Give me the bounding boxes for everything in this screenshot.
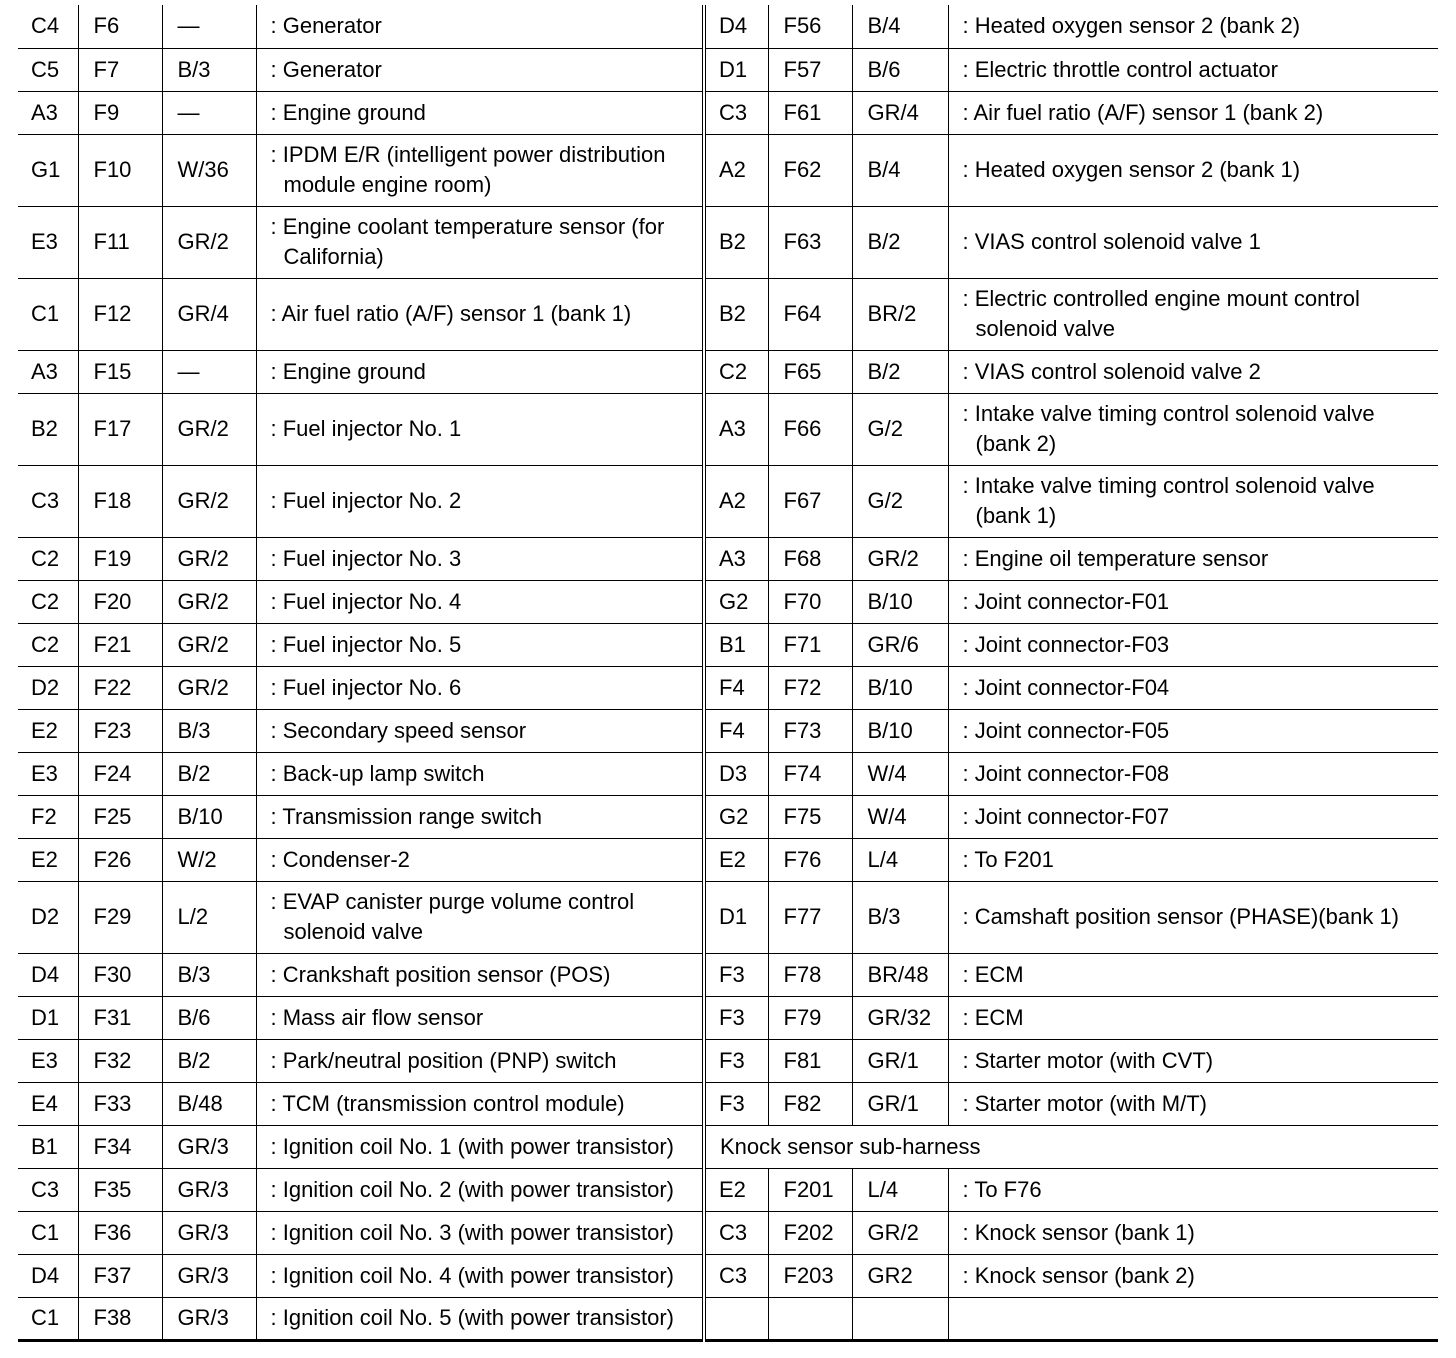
right-component-name [948,953,1438,996]
right-component-label: : VIAS control solenoid valve 1 [962,229,1261,254]
left-color-pins: — [162,5,256,48]
table-row [18,1039,1438,1082]
right-connector-no: F73 [768,709,852,752]
right-component-name [948,48,1438,91]
left-component-label: : Ignition coil No. 1 (with power transistor) [270,1133,674,1159]
right-component-label: : ECM [962,1004,1024,1030]
right-component-label: : Camshaft position sensor (PHASE)(bank 1) [962,904,1400,929]
table-row [18,1254,1438,1297]
left-grid-ref: C3 [18,465,78,537]
left-grid-ref: D4 [18,953,78,996]
left-component-label: : Fuel injector No. 6 [270,674,462,700]
left-color-pins: B/3 [162,48,256,91]
left-color-pins: B/2 [162,752,256,795]
right-grid-ref: C3 [704,1211,768,1254]
left-grid-ref: C1 [18,1211,78,1254]
left-color-pins: W/36 [162,134,256,206]
left-grid-ref: C2 [18,537,78,580]
right-component-name [948,1297,1438,1340]
right-component-label: : To F76 [962,1176,1042,1202]
left-component-label: : Back-up lamp switch [270,760,485,786]
left-connector-no: F6 [78,5,162,48]
table-row [18,752,1438,795]
left-component-label: : Ignition coil No. 2 (with power transistor) [270,1176,674,1202]
left-component-name [256,350,704,393]
right-color-pins: GR/1 [852,1082,948,1125]
table-row [18,1297,1438,1340]
left-component-name [256,465,704,537]
right-component-label: : Joint connector-F08 [962,760,1170,786]
left-component-label: : Ignition coil No. 5 (with power transistor) [270,1305,674,1330]
left-connector-no: F30 [78,953,162,996]
left-grid-ref: E3 [18,206,78,278]
right-grid-ref: E2 [704,1168,768,1211]
left-grid-ref: B1 [18,1125,78,1168]
left-grid-ref: E4 [18,1082,78,1125]
right-color-pins: W/4 [852,752,948,795]
right-component-name [948,838,1438,881]
table-row [18,1211,1438,1254]
left-connector-no: F20 [78,580,162,623]
left-grid-ref: C3 [18,1168,78,1211]
table-row [18,48,1438,91]
right-grid-ref: E2 [704,838,768,881]
right-component-label: : Intake valve timing control solenoid valve (bank 1) [962,473,1375,528]
right-connector-no: F57 [768,48,852,91]
right-component-label: : Starter motor (with M/T) [962,1090,1207,1116]
left-component-label: : Secondary speed sensor [270,717,527,743]
right-component-name [948,5,1438,48]
left-component-label: : Engine coolant temperature sensor (for California) [270,214,665,269]
left-component-label: : Fuel injector No. 4 [270,588,462,614]
left-color-pins: GR/3 [162,1297,256,1340]
right-color-pins: GR/2 [852,537,948,580]
left-connector-no: F10 [78,134,162,206]
left-component-label: : Engine ground [270,99,426,125]
right-grid-ref: C2 [704,350,768,393]
left-connector-no: F21 [78,623,162,666]
right-grid-ref: D4 [704,5,768,48]
connector-rows [18,5,1438,1340]
right-component-label: : Heated oxygen sensor 2 (bank 1) [962,157,1301,182]
table-row [18,393,1438,465]
left-connector-no: F23 [78,709,162,752]
left-component-name [256,278,704,350]
right-component-name [948,91,1438,134]
right-component-name [948,1211,1438,1254]
right-color-pins: B/4 [852,5,948,48]
left-component-name [256,1211,704,1254]
right-grid-ref: D3 [704,752,768,795]
right-connector-no [768,1297,852,1340]
right-component-name [948,350,1438,393]
right-color-pins: B/3 [852,881,948,953]
right-color-pins: GR/6 [852,623,948,666]
left-component-label: : Condenser-2 [270,846,410,872]
right-connector-no: F74 [768,752,852,795]
left-grid-ref: G1 [18,134,78,206]
right-component-label: : Engine oil temperature sensor [962,545,1269,571]
right-component-label: : Electric controlled engine mount control solenoid valve [962,286,1360,341]
left-connector-no: F25 [78,795,162,838]
left-component-name [256,881,704,953]
connector-list [18,5,1438,1342]
right-grid-ref: B2 [704,206,768,278]
right-component-name [948,1254,1438,1297]
left-component-label: : Generator [270,56,382,82]
right-connector-no: F61 [768,91,852,134]
right-grid-ref: C3 [704,91,768,134]
table-row [18,666,1438,709]
right-grid-ref: B1 [704,623,768,666]
right-color-pins: B/6 [852,48,948,91]
right-component-name [948,537,1438,580]
left-color-pins: GR/3 [162,1211,256,1254]
left-grid-ref: D2 [18,666,78,709]
right-grid-ref: A2 [704,134,768,206]
left-connector-no: F18 [78,465,162,537]
left-component-label: : Ignition coil No. 3 (with power transistor) [270,1219,674,1245]
right-component-name [948,752,1438,795]
left-component-name [256,1039,704,1082]
table-row [18,91,1438,134]
left-component-name [256,537,704,580]
table-row [18,1082,1438,1125]
right-color-pins: B/10 [852,709,948,752]
table-row [18,881,1438,953]
right-color-pins: GR/32 [852,996,948,1039]
left-component-name [256,134,704,206]
left-connector-no: F19 [78,537,162,580]
right-component-name [948,1168,1438,1211]
left-color-pins: B/48 [162,1082,256,1125]
left-component-name [256,996,704,1039]
left-component-name [256,91,704,134]
left-grid-ref: E2 [18,709,78,752]
right-color-pins: B/2 [852,350,948,393]
table-row [18,5,1438,48]
right-grid-ref: F3 [704,996,768,1039]
left-grid-ref: A3 [18,91,78,134]
left-color-pins: GR/4 [162,278,256,350]
right-connector-no: F75 [768,795,852,838]
right-grid-ref: F3 [704,1039,768,1082]
right-connector-no: F65 [768,350,852,393]
right-component-label: : ECM [962,961,1024,987]
left-component-label: : IPDM E/R (intelligent power distribution module engine room) [270,142,666,197]
right-component-label: : Joint connector-F03 [962,631,1170,657]
left-connector-no: F35 [78,1168,162,1211]
left-component-name [256,752,704,795]
left-color-pins: GR/3 [162,1168,256,1211]
left-connector-no: F9 [78,91,162,134]
left-component-name [256,623,704,666]
left-component-name [256,838,704,881]
connector-table [18,5,1438,1342]
left-grid-ref: C4 [18,5,78,48]
table-row [18,838,1438,881]
right-connector-no: F202 [768,1211,852,1254]
left-connector-no: F33 [78,1082,162,1125]
right-component-label: : VIAS control solenoid valve 2 [962,358,1261,384]
right-component-name [948,623,1438,666]
left-grid-ref: E2 [18,838,78,881]
right-component-name [948,134,1438,206]
right-grid-ref: A2 [704,465,768,537]
right-component-name [948,465,1438,537]
left-component-name [256,393,704,465]
right-component-name [948,666,1438,709]
left-component-name [256,1297,704,1340]
right-component-label: : Starter motor (with CVT) [962,1047,1214,1073]
left-connector-no: F36 [78,1211,162,1254]
left-component-label: : Transmission range switch [270,803,542,829]
right-component-name [948,206,1438,278]
table-row [18,1125,1438,1168]
left-connector-no: F12 [78,278,162,350]
right-component-name [948,580,1438,623]
left-component-label: : Mass air flow sensor [270,1004,484,1030]
right-connector-no: F76 [768,838,852,881]
right-connector-no: F62 [768,134,852,206]
right-grid-ref: F3 [704,953,768,996]
left-component-name [256,709,704,752]
left-component-label: : Engine ground [270,358,426,384]
section-heading-knock-sensor-sub-harness: Knock sensor sub-harness [704,1125,1438,1168]
right-connector-no: F68 [768,537,852,580]
right-connector-no: F203 [768,1254,852,1297]
right-component-name [948,709,1438,752]
left-component-label: : Park/neutral position (PNP) switch [270,1047,617,1073]
right-connector-no: F63 [768,206,852,278]
right-color-pins: B/4 [852,134,948,206]
right-color-pins: L/4 [852,838,948,881]
left-connector-no: F38 [78,1297,162,1340]
right-connector-no: F82 [768,1082,852,1125]
left-connector-no: F32 [78,1039,162,1082]
left-color-pins: B/3 [162,953,256,996]
table-row [18,206,1438,278]
left-color-pins: B/3 [162,709,256,752]
right-grid-ref: D1 [704,48,768,91]
left-grid-ref: C2 [18,623,78,666]
left-color-pins: GR/2 [162,580,256,623]
right-color-pins: GR2 [852,1254,948,1297]
left-color-pins: B/2 [162,1039,256,1082]
right-connector-no: F201 [768,1168,852,1211]
right-connector-no: F71 [768,623,852,666]
right-grid-ref: A3 [704,393,768,465]
left-connector-no: F37 [78,1254,162,1297]
right-grid-ref: D1 [704,881,768,953]
right-connector-no: F72 [768,666,852,709]
left-grid-ref: C5 [18,48,78,91]
left-connector-no: F24 [78,752,162,795]
right-connector-no: F66 [768,393,852,465]
right-component-label: : Electric throttle control actuator [962,56,1278,82]
left-component-label: : Ignition coil No. 4 (with power transistor) [270,1262,674,1288]
left-color-pins: GR/2 [162,623,256,666]
left-component-label: : Fuel injector No. 3 [270,545,462,571]
right-connector-no: F64 [768,278,852,350]
left-grid-ref: D2 [18,881,78,953]
table-row [18,953,1438,996]
table-row [18,537,1438,580]
right-connector-no: F77 [768,881,852,953]
right-component-label: : Joint connector-F07 [962,803,1170,829]
right-component-name [948,996,1438,1039]
right-component-label: : To F201 [962,846,1054,872]
left-component-name [256,48,704,91]
right-color-pins: B/10 [852,666,948,709]
left-component-name [256,1125,704,1168]
right-component-label: : Intake valve timing control solenoid valve (bank 2) [962,401,1375,456]
right-connector-no: F67 [768,465,852,537]
right-component-label: : Knock sensor (bank 2) [962,1262,1195,1288]
right-grid-ref: G2 [704,580,768,623]
table-row [18,1168,1438,1211]
right-component-name [948,1039,1438,1082]
right-component-label: : Joint connector-F05 [962,717,1170,743]
left-grid-ref: C1 [18,278,78,350]
left-color-pins: GR/2 [162,537,256,580]
right-component-name [948,881,1438,953]
left-color-pins: — [162,350,256,393]
table-row [18,795,1438,838]
left-grid-ref: E3 [18,1039,78,1082]
right-connector-no: F81 [768,1039,852,1082]
table-row [18,465,1438,537]
left-color-pins: GR/2 [162,206,256,278]
left-component-label: : Fuel injector No. 1 [270,416,462,441]
right-color-pins: GR/1 [852,1039,948,1082]
table-row [18,580,1438,623]
table-row [18,278,1438,350]
right-grid-ref: F3 [704,1082,768,1125]
left-grid-ref: E3 [18,752,78,795]
right-color-pins: BR/48 [852,953,948,996]
left-connector-no: F7 [78,48,162,91]
left-color-pins: B/10 [162,795,256,838]
right-grid-ref [704,1297,768,1340]
left-connector-no: F17 [78,393,162,465]
table-row [18,134,1438,206]
left-component-name [256,953,704,996]
right-color-pins: GR/2 [852,1211,948,1254]
left-connector-no: F22 [78,666,162,709]
right-grid-ref: F4 [704,666,768,709]
left-connector-no: F15 [78,350,162,393]
table-row [18,350,1438,393]
left-color-pins: B/6 [162,996,256,1039]
right-color-pins: BR/2 [852,278,948,350]
left-color-pins: W/2 [162,838,256,881]
right-component-name [948,393,1438,465]
left-connector-no: F31 [78,996,162,1039]
table-row [18,996,1438,1039]
left-color-pins: GR/2 [162,666,256,709]
right-connector-no: F78 [768,953,852,996]
left-color-pins: GR/2 [162,393,256,465]
left-component-name [256,580,704,623]
left-component-name [256,795,704,838]
left-component-name [256,5,704,48]
left-component-name [256,1168,704,1211]
left-component-label: : Fuel injector No. 2 [270,488,462,513]
left-grid-ref: C1 [18,1297,78,1340]
left-color-pins: GR/2 [162,465,256,537]
right-grid-ref: F4 [704,709,768,752]
right-color-pins: GR/4 [852,91,948,134]
left-color-pins: L/2 [162,881,256,953]
right-connector-no: F56 [768,5,852,48]
left-component-label: : Air fuel ratio (A/F) sensor 1 (bank 1) [270,301,632,326]
left-grid-ref: F2 [18,795,78,838]
right-connector-no: F70 [768,580,852,623]
left-component-name [256,1254,704,1297]
right-component-label: : Knock sensor (bank 1) [962,1219,1195,1245]
right-color-pins: G/2 [852,465,948,537]
right-color-pins: L/4 [852,1168,948,1211]
left-grid-ref: D4 [18,1254,78,1297]
right-grid-ref: B2 [704,278,768,350]
left-grid-ref: C2 [18,580,78,623]
left-component-label: : EVAP canister purge volume control solenoid valve [270,889,635,944]
right-component-name [948,1082,1438,1125]
right-connector-no: F79 [768,996,852,1039]
left-color-pins: — [162,91,256,134]
left-component-name [256,206,704,278]
left-component-name [256,1082,704,1125]
left-grid-ref: D1 [18,996,78,1039]
left-color-pins: GR/3 [162,1125,256,1168]
right-color-pins: W/4 [852,795,948,838]
left-component-name [256,666,704,709]
right-grid-ref: C3 [704,1254,768,1297]
right-component-label: : Air fuel ratio (A/F) sensor 1 (bank 2) [962,99,1324,125]
left-component-label: : TCM (transmission control module) [270,1090,625,1116]
right-color-pins [852,1297,948,1340]
table-row [18,709,1438,752]
right-component-name [948,278,1438,350]
left-component-label: : Generator [270,13,382,39]
left-component-label: : Crankshaft position sensor (POS) [270,961,611,987]
left-connector-no: F34 [78,1125,162,1168]
right-color-pins: B/10 [852,580,948,623]
right-color-pins: G/2 [852,393,948,465]
right-component-label: : Joint connector-F01 [962,588,1170,614]
table-row [18,623,1438,666]
right-component-label: : Heated oxygen sensor 2 (bank 2) [962,13,1301,39]
left-connector-no: F29 [78,881,162,953]
right-grid-ref: A3 [704,537,768,580]
left-grid-ref: A3 [18,350,78,393]
right-component-label: : Joint connector-F04 [962,674,1170,700]
right-color-pins: B/2 [852,206,948,278]
right-grid-ref: G2 [704,795,768,838]
right-component-name [948,795,1438,838]
left-color-pins: GR/3 [162,1254,256,1297]
left-connector-no: F11 [78,206,162,278]
left-connector-no: F26 [78,838,162,881]
left-component-label: : Fuel injector No. 5 [270,631,462,657]
left-grid-ref: B2 [18,393,78,465]
